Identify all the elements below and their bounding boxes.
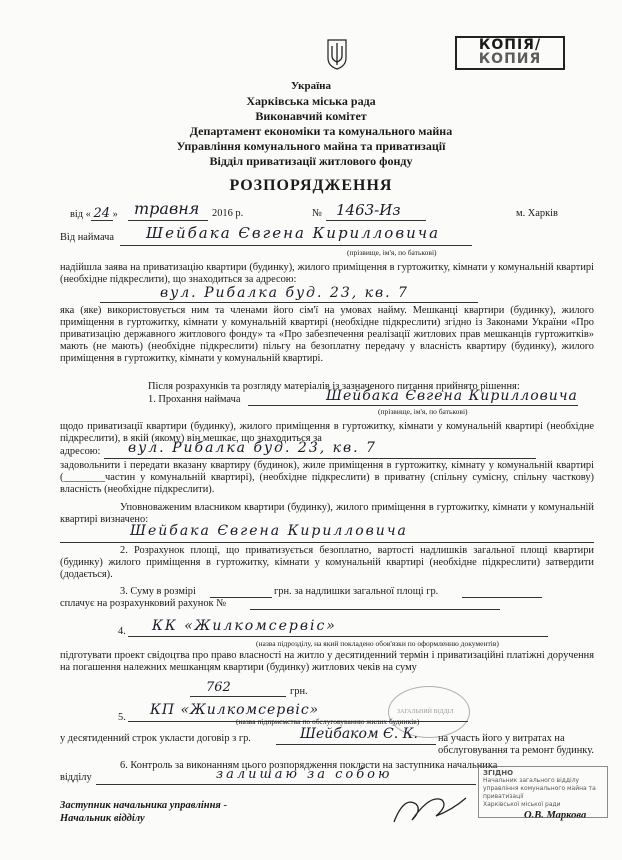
true-copy-stamp-line3: управління комунального майна та приватизації — [483, 785, 596, 800]
true-copy-stamp — [478, 766, 608, 818]
signatory-name: О.В. Маркова — [524, 810, 587, 821]
applicant-label: Від наймача — [60, 232, 114, 243]
address-label: адресою: — [60, 446, 101, 457]
address-2: вул. Рибалка буд. 23, кв. 7 — [128, 440, 377, 456]
header-administration: Управління комунального майна та приватизації — [176, 139, 446, 153]
checks-sum: 762 — [206, 680, 231, 695]
date-year: 2016 р. — [212, 208, 244, 219]
paragraph-1: надійшла заява на приватизацію квартири (будинку), жилого приміщення в гуртожитку, кімнати у комунальній квартирі (необхідне підкреслити), що знаходиться за адресою: — [60, 262, 594, 285]
item1-hint: (прізвище, ім'я, по батькові) — [378, 407, 468, 416]
paragraph-10-start: у десятиденний строк укласти договір з гр. — [60, 733, 251, 744]
order-number-label: № — [312, 208, 322, 219]
signatory-position-2: Начальник відділу — [60, 813, 145, 824]
control-value: залишаю за собою — [216, 767, 393, 782]
header-division: Відділ приватизації житлового фонду — [209, 154, 413, 168]
item3-sum-label: 3. Суму в розмірі — [120, 586, 196, 597]
item1-label: 1. Прохання наймача — [148, 394, 241, 405]
trident-coat-of-arms-icon — [326, 38, 348, 70]
paragraph-3: Після розрахунків та розгляду матеріалів із зазначеного питання прийнято рішення: — [148, 381, 520, 392]
round-stamp-text: ЗАГАЛЬНИЙ ВІДДІЛ — [397, 709, 454, 715]
date-from-label: від « — [70, 209, 91, 220]
place: м. Харків — [516, 208, 558, 219]
true-copy-stamp-line4: Харківської міської ради — [483, 801, 561, 808]
owner-name: Шейбака Євгена Кирилловича — [130, 523, 408, 539]
item4-label: 4. — [118, 626, 126, 637]
date-day-close: » — [112, 209, 118, 220]
item5-label: 5. — [118, 712, 126, 723]
item4-value: КК «Жилкомсервіс» — [152, 618, 337, 634]
paragraph-2: яка (яке) використовується ним та членами його сім'ї на умовах найму. Мешканці квартири (будинку), жилого приміщення в гуртожитку, кімнати у комунальній квартирі (необхідне підкреслити) згідно із Законами України «Про приватизацію державного житлового фонду» та «Про забезпечення реалізації житлових прав мешканців гуртожитків» мають (не мають) (необхідне підкреслити) пільгу на безоплатну передачу у власність квартиру (будинку), жилого приміщення в гуртожитку, кімнати у комунальній квартирі. — [60, 305, 594, 364]
checks-currency: грн. — [290, 686, 308, 697]
paragraph-10-end: на участь його у витратах на обслуговування та ремонт будинку. — [438, 733, 594, 756]
copy-stamp — [455, 36, 565, 70]
true-copy-stamp-line2: Начальник загального відділу — [483, 777, 580, 784]
address: вул. Рибалка буд. 23, кв. 7 — [160, 285, 409, 301]
handwritten-signature — [390, 790, 470, 830]
paragraph-11: 6. Контроль за виконанням цього розпорядження покласти на заступника начальника — [120, 760, 498, 771]
applicant-hint: (прізвище, ім'я, по батькові) — [347, 248, 437, 257]
date-month: травня — [134, 199, 200, 218]
item5-hint: (назва підприємства по обслуговуванню жилих будинків) — [236, 717, 420, 726]
applicant-name: Шейбака Євгена Кирилловича — [146, 224, 441, 242]
true-copy-stamp-line1: ЗГІДНО — [483, 769, 514, 777]
paragraph-7: 2. Розрахунок площі, що приватизується безоплатно, вартості надлишків загальної площі квартири (будинку) жилого приміщення в гуртожитку, кімнати у комунальній квартирі (необхідне підкреслити) затвердити (додається). — [60, 545, 594, 580]
order-number: 1463-Из — [336, 201, 401, 219]
header-country: Україна — [290, 80, 332, 92]
copy-stamp-line2: КОПИЯ — [478, 51, 542, 67]
control-division-label: відділу — [60, 772, 92, 783]
signatory-position-1: Заступник начальника управління - — [60, 800, 227, 811]
header-department: Департамент економіки та комунального майна — [189, 124, 453, 138]
item4-hint: (назва підрозділу, на який покладено обов'язки по оформленню документів) — [256, 639, 499, 648]
paragraph-9: підготувати проект свідоцтва про право власності на житло у десятиденний термін і приватизаційні платіжні доручення на погашення належних мешканцям квартири (будинку) житлових чеків на суму — [60, 650, 594, 673]
paragraph-5: задовольнити і передати вказану квартиру (будинок), жиле приміщення в гуртожитку, кімнату у комунальній квартирі (________частин у комунальній квартирі), (необхідне підкреслити) в приватну (спільну сумісну, спільну часткову) власність (необхідне підкреслити). — [60, 460, 594, 495]
copy-stamp-line1: КОПІЯ/ — [478, 37, 542, 53]
paragraph-6: Уповноваженим власником квартири (будинку), жилого приміщення в гуртожитку, кімнати у комунальній квартирі визначено: — [60, 502, 594, 525]
paragraph-4: щодо приватизації квартири (будинку), жилого приміщення в гуртожитку, кімнати у комунальній квартирі (необхідне підкреслити), в якій (якому) він мешкає, що знаходиться за — [60, 421, 594, 444]
contract-person: Шейбаком Є. К. — [300, 726, 418, 742]
item3-account-label: сплачує на розрахунковий рахунок № — [60, 598, 227, 609]
header-city-council: Харківська міська рада — [246, 94, 376, 108]
item3-sum-text: грн. за надлишки загальної площі гр. — [274, 586, 439, 597]
date-day: 24 — [93, 206, 111, 221]
item1-name: Шейбака Євгена Кирилловича — [326, 388, 578, 404]
item5-value: КП «Жилкомсервіс» — [150, 702, 320, 718]
document-title: РОЗПОРЯДЖЕННЯ — [229, 177, 393, 194]
round-stamp — [388, 686, 470, 738]
header-committee: Виконавчий комітет — [255, 109, 367, 123]
